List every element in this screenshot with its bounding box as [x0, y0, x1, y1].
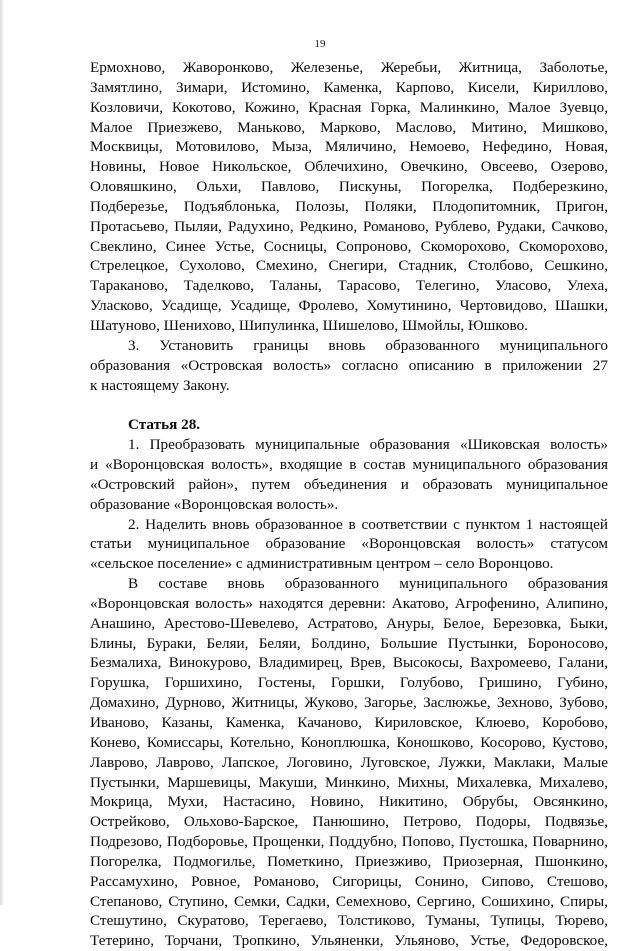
text-line: Тараканово, Таделково, Таланы, Тарасово, Телегино, Уласово, Улеха, — [90, 277, 608, 295]
text-line: 3. Установить границы вновь образованного муниципального — [128, 336, 608, 354]
text-line: Анашино, Арестово-Шевелево, Астратово, Ануры, Белое, Березовка, Быки, — [90, 614, 608, 632]
text-line: Горушка, Горшихино, Гостены, Горшки, Голубово, Гришино, Губино, — [90, 674, 608, 692]
text-line: Уласково, Усадище, Усадище, Фролево, Хомутинино, Чертовидово, Шашки, — [90, 297, 608, 315]
article-heading: Статья 28. — [128, 416, 201, 434]
text-line: Стешутино, Скуратово, Терегаево, Толстиково, Туманы, Тупицы, Тюрево, — [90, 912, 608, 930]
document-body — [90, 58, 608, 951]
text-line: Рассамухино, Ровное, Романово, Сигорицы, Сонино, Сипово, Стешово, — [90, 872, 608, 890]
text-line: Ермохново, Жаворонково, Железенье, Жеребьи, Житница, Заболотье, — [90, 59, 608, 76]
text-line: Погорелка, Подмогилье, Пометкино, Приезживо, Приозерная, Пшонкино, — [90, 852, 608, 870]
text-line: Оловяшкино, Ольхи, Павлово, Пискуны, Погорелка, Подберезкино, — [90, 178, 608, 196]
text-line: Протасьево, Пыляи, Радухино, Редкино, Романово, Рублево, Рудаки, Сачково, — [90, 217, 608, 235]
article-clause-2 — [90, 515, 608, 575]
text-line: Козловичи, Кокотово, Кожино, Красная Горка, Малинкино, Малое Зуевцо, — [90, 98, 608, 116]
text-line: Тетерино, Торчани, Тропкино, Ульяненки, Ульяново, Устье, Федоровское, — [90, 932, 608, 950]
text-line: Острейково, Ольхово-Барское, Панюшино, Петрово, Подоры, Подвязье, — [90, 813, 608, 831]
villages-composition-paragraph — [90, 574, 608, 951]
text-line: Новины, Новое Никольское, Облечихино, Овечкино, Овсеево, Озерово, — [90, 158, 608, 176]
text-line: Свеклино, Синее Устье, Сосницы, Сопроново, Скоморохово, Скоморохово, — [90, 237, 608, 255]
boundaries-paragraph — [90, 336, 608, 396]
text-line: 2. Наделить вновь образованное в соответствии с пунктом 1 настоящей — [128, 515, 608, 533]
text-line: Лаврово, Лаврово, Лапское, Логовино, Луговское, Лужки, Маклаки, Малые — [90, 753, 608, 771]
text-line: 1. Преобразовать муниципальные образования «Шиковская волость» — [128, 436, 608, 454]
text-line: к настоящему Закону. — [90, 376, 230, 394]
text-line: Подрезово, Подборовье, Прощенки, Поддубно, Попово, Пустошка, Поварнино, — [90, 833, 608, 851]
text-line: Мокрица, Мухи, Настасино, Новино, Никитино, Обрубы, Овсянкино, — [90, 793, 608, 811]
text-line: Блины, Бураки, Беляи, Беляи, Болдино, Большие Пустынки, Бороносово, — [90, 634, 608, 652]
text-line: Иваново, Казаны, Каменка, Качаново, Кириловское, Клюево, Коробово, — [90, 714, 608, 731]
text-line: Москвицы, Мотовилово, Мыза, Мяличино, Немоево, Нефедино, Новая, — [90, 138, 608, 156]
village-list-paragraph — [90, 58, 608, 336]
text-line: Подберезье, Подъяблонька, Полозы, Поляки, Плодопитомник, Пригон, — [90, 197, 608, 215]
text-line: Малое Приезжево, Маньково, Марково, Маслово, Митино, Мишково, — [90, 118, 608, 136]
text-line: В составе вновь образованного муниципального образования — [128, 575, 608, 593]
text-line: Шатуново, Шенихово, Шипулинка, Шишелово, Шмойлы, Юшково. — [90, 316, 528, 334]
text-line: «Воронцовская волость» находятся деревни: Акатово, Агрофенино, Алипино, — [90, 594, 608, 612]
text-line: «сельское поселение» с административным центром – село Воронцово. — [90, 555, 554, 573]
text-line: Конево, Комиссары, Котельно, Коноплюшка, Коношково, Косорово, Кустово, — [90, 733, 608, 751]
scan-edge-shadow — [0, 0, 4, 905]
text-line: Замятлино, Зимари, Истомино, Каменка, Карпово, Кисели, Кириллово, — [90, 78, 608, 96]
text-line: статьи муниципальное образование «Воронцовская волость» статусом — [90, 535, 608, 553]
article-clause-1 — [90, 435, 608, 514]
text-line: Степаново, Ступино, Семки, Садки, Семехново, Сергино, Сошихино, Спиры, — [90, 892, 608, 910]
text-line: образования «Островская волость» согласно описанию в приложении 27 — [90, 356, 608, 374]
text-line: Пустынки, Маршевицы, Макуши, Минкино, Михны, Михалевка, Михалево, — [90, 773, 608, 791]
text-line: «Островский район», путем объединения и образовать муниципальное — [90, 475, 608, 493]
text-line: Безмалиха, Винокурово, Владимирец, Врев, Высокосы, Вахромеево, Галани, — [90, 654, 608, 672]
text-line: и «Воронцовская волость», входящие в состав муниципального образования — [90, 456, 608, 474]
page-number: 19 — [314, 38, 326, 50]
text-line: Стрелецкое, Сухолово, Смехино, Снегири, Стадник, Столбово, Сешкино, — [90, 257, 608, 275]
text-line: образование «Воронцовская волость». — [90, 495, 339, 513]
text-line: Домахино, Дурново, Житницы, Жуково, Загорье, Заслюжье, Зехново, Зубово, — [90, 694, 608, 712]
